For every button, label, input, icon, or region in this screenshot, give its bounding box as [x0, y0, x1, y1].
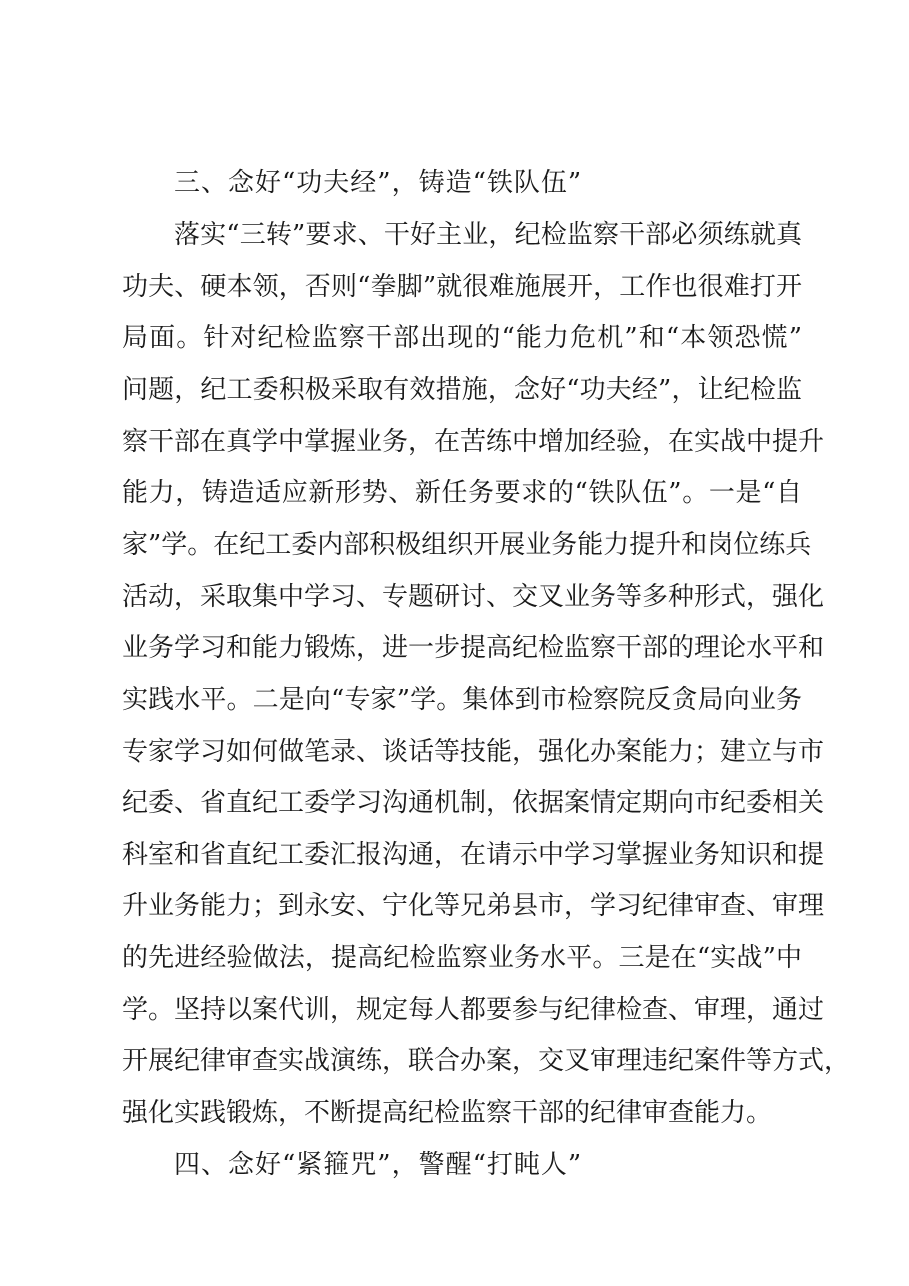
paragraph-line: 能力，铸造适应新形势、新任务要求的“铁队伍”。一是“自 [122, 478, 802, 508]
paragraph-line: 学。坚持以案代训，规定每人都要参与纪律检查、审理，通过 [122, 995, 825, 1025]
paragraph-line: 局面。针对纪检监察干部出现的“能力危机”和“本领恐慌” [122, 323, 802, 353]
paragraph-line: 问题，纪工委积极采取有效措施，念好“功夫经”，让纪检监 [122, 375, 802, 405]
paragraph-line: 家”学。在纪工委内部积极组织开展业务能力提升和岗位练兵 [122, 530, 812, 560]
paragraph-line: 实践水平。二是向“专家”学。集体到市检察院反贪局向业务 [122, 685, 802, 715]
paragraph-line: 升业务能力；到永安、宁化等兄弟县市，学习纪律审查、审理 [122, 891, 825, 921]
paragraph-line: 业务学习和能力锻炼，进一步提高纪检监察干部的理论水平和 [122, 633, 825, 663]
paragraph-line: 纪委、省直纪工委学习沟通机制，依据案情定期向市纪委相关 [122, 788, 825, 818]
section-heading-3: 三、念好“功夫经”，铸造“铁队伍” [174, 168, 583, 198]
paragraph-line: 察干部在真学中掌握业务，在苦练中增加经验，在实战中提升 [122, 427, 825, 457]
paragraph-line: 科室和省直纪工委汇报沟通，在请示中学习掌握业务知识和提 [122, 840, 825, 870]
paragraph-line: 活动，采取集中学习、专题研讨、交叉业务等多种形式，强化 [122, 582, 825, 612]
paragraph-line: 落实“三转”要求、干好主业，纪检监察干部必须练就真 [174, 220, 802, 250]
paragraph-line: 的先进经验做法，提高纪检监察业务水平。三是在“实战”中 [122, 943, 802, 973]
paragraph-line: 开展纪律审查实战演练，联合办案，交叉审理违纪案件等方式， [122, 1046, 851, 1076]
paragraph-line: 强化实践锻炼，不断提高纪检监察干部的纪律审查能力。 [122, 1098, 773, 1128]
section-heading-4: 四、念好“紧箍咒”，警醒“打盹人” [174, 1150, 583, 1180]
paragraph-line: 功夫、硬本领，否则“拳脚”就很难施展开，工作也很难打开 [122, 272, 802, 302]
paragraph-line: 专家学习如何做笔录、谈话等技能，强化办案能力；建立与市 [122, 737, 825, 767]
